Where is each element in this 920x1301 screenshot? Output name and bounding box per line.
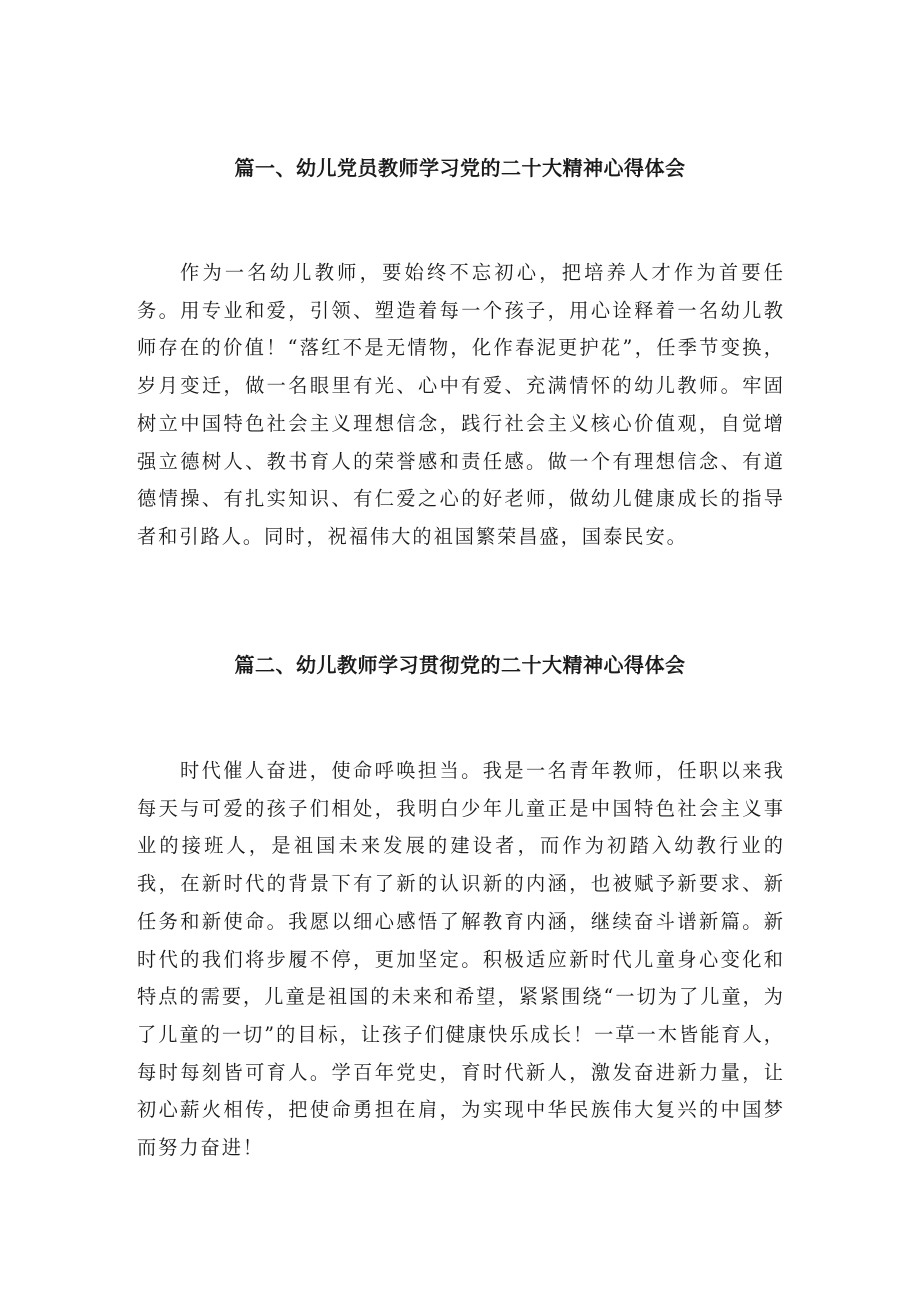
section-2-title: 篇二、幼儿教师学习贯彻党的二十大精神心得体会 <box>234 653 686 677</box>
section-1-body: 作为一名幼儿教师，要始终不忘初心，把培养人才作为首要任务。用专业和爱，引领、塑造着每一个孩子，用心诠释着一名幼儿教师存在的价值！“落红不是无情物，化作春泥更护花”，任季节变换，岁月变迁，做一名眼里有光、心中有爱、充满情怀的幼儿教师。牢固树立中国特色社会主义理想信念，践行社会主义核心价值观，自觉增强立德树人、教书育人的荣誉感和责任感。做一个有理想信念、有道德情操、有扎实知识、有仁爱之心的好老师，做幼儿健康成长的指导者和引路人。同时，祝福伟大的祖国繁荣昌盛，国泰民安。 <box>137 261 785 548</box>
section-2-body: 时代催人奋进，使命呼唤担当。我是一名青年教师，任职以来我每天与可爱的孩子们相处，我明白少年儿童正是中国特色社会主义事业的接班人，是祖国未来发展的建设者，而作为初踏入幼教行业的我，在新时代的背景下有了新的认识新的内涵，也被赋予新要求、新任务和新使命。我愿以细心感悟了解教育内涵，继续奋斗谱新篇。新时代的我们将步履不停，更加坚定。积极适应新时代儿童身心变化和特点的需要，儿童是祖国的未来和希望，紧紧围绕“一切为了儿童，为了儿童的一切”的目标，让孩子们健康快乐成长！一草一木皆能育人，每时每刻皆可育人。学百年党史，育时代新人，激发奋进新力量，让初心薪火相传，把使命勇担在肩，为实现中华民族伟大复兴的中国梦而努力奋进！ <box>137 759 785 1160</box>
section-1-title: 篇一、幼儿党员教师学习党的二十大精神心得体会 <box>234 156 686 180</box>
